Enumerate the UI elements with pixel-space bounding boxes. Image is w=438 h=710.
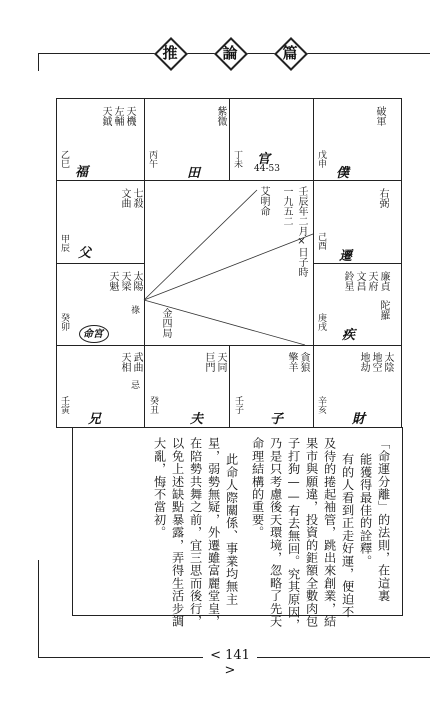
stem-zi: 壬子 xyxy=(233,396,243,414)
stem-yin: 壬寅 xyxy=(59,396,69,414)
palace-si: 福 xyxy=(75,165,89,180)
palace-shen: 僕 xyxy=(336,166,350,181)
palace-zi: 子 xyxy=(270,412,284,427)
star-pojun: 破軍 xyxy=(374,106,385,126)
footer-rule-left-tick xyxy=(38,560,39,657)
palace-hai: 財 xyxy=(352,412,366,427)
page-bracket-right-icon: > xyxy=(224,663,236,678)
star-lianzhen: 廉貞 xyxy=(378,271,389,291)
text-col-6: 子打狗——有去無回。究其原因， xyxy=(286,437,301,632)
hua-lu: 祿 xyxy=(131,306,141,316)
text-col-5: 果市與願違，投資的鉅額全數肉包 xyxy=(304,437,319,628)
star-ziwei: 紫微 xyxy=(215,106,226,126)
center-birth: 壬辰年二月×日子時 xyxy=(296,186,307,277)
star-youbi: 右弼 xyxy=(377,188,388,208)
text-col-11: 在陪勢共舞之前，宜三思而後行， xyxy=(188,437,203,628)
stem-you: 己酉 xyxy=(316,232,326,250)
page-number-wrap xyxy=(203,648,257,678)
header-char-1: 推 xyxy=(162,44,178,62)
stem-hai: 辛亥 xyxy=(316,396,326,414)
center-bureau: 金四局 xyxy=(160,308,171,338)
palace-xu: 疾 xyxy=(342,328,356,343)
palace-mao: 命宮 xyxy=(83,329,103,340)
text-col-13: 大亂，悔不當初。 xyxy=(152,437,167,539)
star-taiyang: 太陽 xyxy=(131,271,142,291)
palace-yin: 兄 xyxy=(88,412,102,427)
center-title: 艾明命 xyxy=(258,186,269,216)
footer-rule-left xyxy=(38,657,203,658)
text-col-4: 及待的捲起袖管，跳出來創業，結 xyxy=(322,437,337,628)
star-wenqu: 文曲 xyxy=(119,188,130,208)
footer-rule-right xyxy=(257,657,430,658)
star-wuqu: 武曲 xyxy=(131,352,142,372)
hua-ji: 忌 xyxy=(131,381,141,391)
palace-chen: 父 xyxy=(78,246,92,261)
header-char-2: 論 xyxy=(222,44,238,62)
age-range-wei: 44-53 xyxy=(254,164,280,174)
page-bracket-left-icon: < xyxy=(210,648,221,663)
star-tiantong: 天同 xyxy=(215,352,226,372)
text-col-2: 能獲得最佳的詮釋。 xyxy=(358,453,373,568)
star-tianyue: 天鉞 xyxy=(100,106,111,126)
star-qisha: 七殺 xyxy=(131,188,142,208)
star-tianliang: 天梁 xyxy=(119,271,130,291)
star-tianxiang: 天相 xyxy=(119,352,130,372)
stem-chou: 癸丑 xyxy=(148,396,158,414)
star-jumen: 巨門 xyxy=(203,352,214,372)
star-dikong: 地空 xyxy=(370,352,381,372)
stem-wei: 丁未 xyxy=(232,150,242,168)
stem-wu: 丙午 xyxy=(147,150,157,168)
star-qingyang: 擎羊 xyxy=(286,352,297,372)
star-tianfu: 天府 xyxy=(366,271,377,291)
stem-mao: 癸卯 xyxy=(59,313,69,331)
star-tianji: 天機 xyxy=(124,106,135,126)
palace-wei: 官 xyxy=(257,152,271,167)
center-year: 一九五二 xyxy=(281,186,292,226)
star-tiankui: 天魁 xyxy=(107,271,118,291)
stem-shen: 戊申 xyxy=(316,150,326,168)
palace-chou: 夫 xyxy=(190,412,204,427)
star-wenchang: 文昌 xyxy=(354,271,365,291)
text-col-1: 「命運分離」的法則，在這裏 xyxy=(376,437,391,603)
palace-wu: 田 xyxy=(187,166,201,181)
text-col-3: 有的人看到正走好運，便迫不 xyxy=(340,453,355,619)
text-col-10: 星，弱勢無疑，外遷雖富麗堂皇， xyxy=(206,437,221,628)
text-col-7: 乃是只考慮後天環境，忽略了先天 xyxy=(268,437,283,628)
stem-si: 乙巳 xyxy=(59,150,69,168)
star-taiyin: 太陰 xyxy=(382,352,393,372)
stem-xu: 庚戌 xyxy=(316,313,326,331)
text-col-9: 此命人際關係、事業均無主 xyxy=(224,453,239,606)
text-col-8: 命理結構的重要。 xyxy=(250,437,265,539)
star-lingxing: 鈴星 xyxy=(342,271,353,291)
palace-you: 遷 xyxy=(339,249,353,264)
star-dijie: 地劫 xyxy=(358,352,369,372)
page-number: 141 xyxy=(225,648,250,663)
star-tuoluo: 陀羅 xyxy=(378,300,389,320)
header-char-3: 篇 xyxy=(282,44,298,62)
stem-chen: 甲辰 xyxy=(59,234,69,252)
star-tanlang: 貪狼 xyxy=(298,352,309,372)
text-col-12: 以免上述缺點暴露，弄得生活步調 xyxy=(170,437,185,628)
star-zuofu: 左輔 xyxy=(112,106,123,126)
